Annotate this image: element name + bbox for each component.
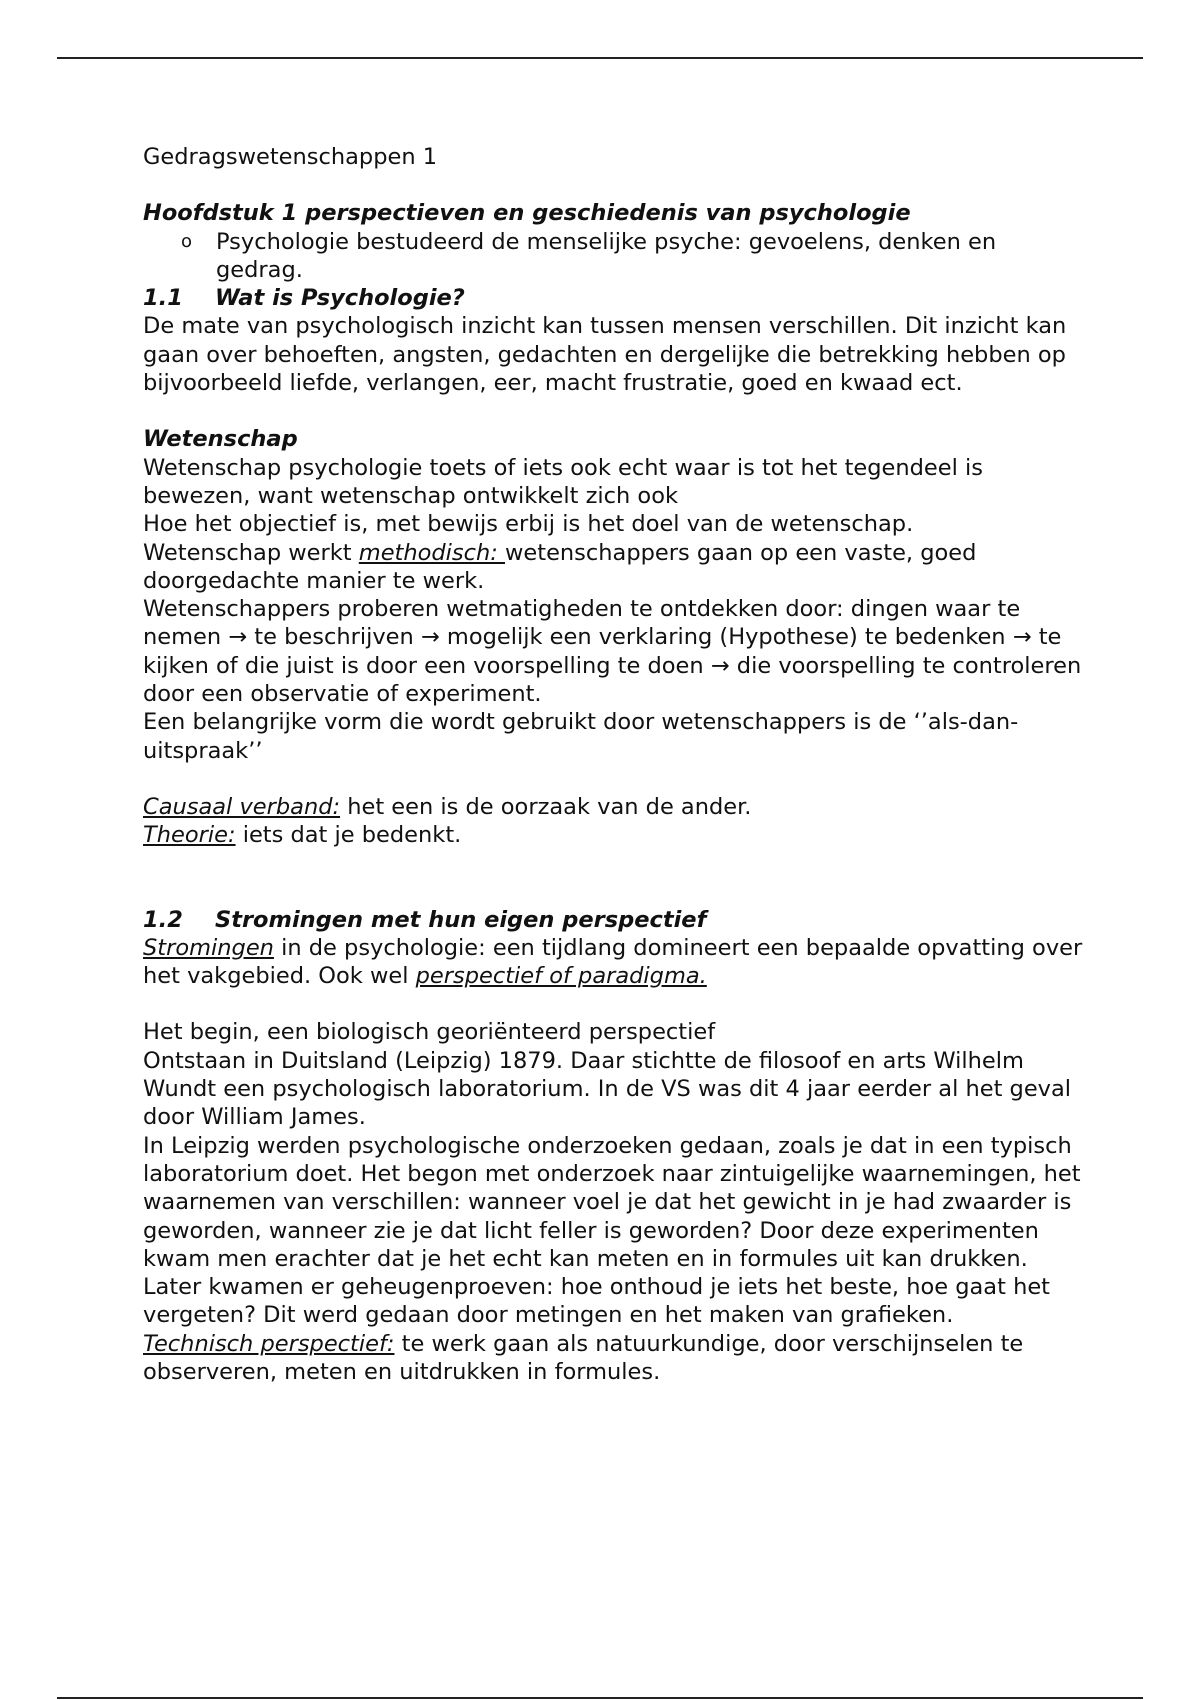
paradigma-term: perspectief of paradigma. bbox=[415, 963, 707, 990]
wetenschap-para-3-suffix: wetenschappers gaan op een vaste, goed doorgedachte manier te werk. bbox=[143, 539, 977, 594]
section-1-2-text: in de psychologie: een tijdlang domineert een bepaalde opvatting over het vakgebied. Ook wel bbox=[143, 934, 1083, 990]
document-body bbox=[143, 143, 1083, 1386]
causal-text: het een is de oorzaak van de ander. bbox=[340, 793, 752, 820]
theory-text: iets dat je bedenkt. bbox=[235, 822, 462, 849]
section-1-2-paragraph bbox=[143, 934, 1083, 991]
section-1-2-number: 1.2 bbox=[143, 906, 183, 933]
section-1-1-title: Wat is Psychologie? bbox=[215, 285, 465, 312]
theory-term: Theorie: bbox=[143, 822, 236, 849]
course-title: Gedragswetenschappen 1 bbox=[143, 144, 438, 170]
intro-bullet bbox=[143, 228, 1083, 285]
footer-rule bbox=[57, 1697, 1143, 1699]
causal-definition bbox=[143, 793, 1083, 821]
causal-term: Causaal verband: bbox=[143, 793, 341, 820]
biological-para-3: Later kwamen er geheugenproeven: hoe onthoud je iets het beste, hoe gaat het vergeten? Dit werd gedaan door metingen en het maken van grafieken. bbox=[143, 1274, 1050, 1329]
wetenschap-para-4: Wetenschappers proberen wetmatigheden te ontdekken door: dingen waar te nemen → te beschrijven → mogelijk een verklaring (Hypothese) te bedenken → te kijken of die juist is door een voorspelling te doen → die voorspelling te controleren door een observatie of experiment. bbox=[143, 596, 1082, 708]
intro-bullet-text: Psychologie bestudeerd de menselijke psyche: gevoelens, denken en gedrag. bbox=[216, 228, 997, 283]
chapter-title: Hoofdstuk 1 perspectieven en geschiedenis van psychologie bbox=[143, 200, 911, 227]
section-1-1-heading bbox=[143, 284, 1083, 312]
methodisch-term: methodisch: bbox=[358, 539, 506, 566]
wetenschap-para-2: Hoe het objectief is, met bewijs erbij is het doel van de wetenschap. bbox=[143, 511, 914, 538]
technical-definition bbox=[143, 1330, 1083, 1387]
section-1-2-heading bbox=[143, 906, 1083, 934]
bullet-marker: o bbox=[181, 230, 193, 252]
stromingen-term: Stromingen bbox=[143, 934, 274, 961]
wetenschap-para-3 bbox=[143, 539, 1083, 596]
biological-para-1: Ontstaan in Duitsland (Leipzig) 1879. Daar stichtte de filosoof en arts Wilhelm Wundt een psychologisch laboratorium. In de VS was dit 4 jaar eerder al het geval door William James. bbox=[143, 1047, 1072, 1131]
theory-definition bbox=[143, 821, 1083, 849]
section-1-2-title: Stromingen met hun eigen perspectief bbox=[215, 906, 707, 933]
wetenschap-heading: Wetenschap bbox=[143, 426, 298, 453]
technical-text: te werk gaan als natuurkundige, door verschijnselen te observeren, meten en uitdrukken in formules. bbox=[143, 1330, 1024, 1385]
section-1-1-number: 1.1 bbox=[143, 285, 183, 312]
wetenschap-para-5: Een belangrijke vorm die wordt gebruikt door wetenschappers is de ‘’als-dan-uitspraak’’ bbox=[143, 709, 1019, 764]
section-1-1-paragraph: De mate van psychologisch inzicht kan tussen mensen verschillen. Dit inzicht kan gaan over behoeften, angsten, gedachten en dergelijke die betrekking hebben op bijvoorbeeld liefde, verlangen, eer, macht frustratie, goed en kwaad ect. bbox=[143, 313, 1067, 397]
technical-term: Technisch perspectief: bbox=[143, 1330, 395, 1357]
wetenschap-para-1: Wetenschap psychologie toets of iets ook echt waar is tot het tegendeel is bewezen, want wetenschap ontwikkelt zich ook bbox=[143, 454, 983, 509]
header-rule bbox=[57, 57, 1143, 59]
biological-para-2: In Leipzig werden psychologische onderzoeken gedaan, zoals je dat in een typisch laboratorium doet. Het begon met onderzoek naar zintuigelijke waarnemingen, het waarnemen van verschillen: wanneer voel je dat het gewicht in je had zwaarder is geworden, wanneer zie je dat licht feller is geworden? Door deze experimenten kwam men erachter dat je het echt kan meten en in formules uit kan drukken. bbox=[143, 1132, 1081, 1272]
wetenschap-para-3-prefix: Wetenschap werkt bbox=[143, 539, 359, 566]
biological-heading: Het begin, een biologisch georiënteerd perspectief bbox=[143, 1019, 716, 1046]
